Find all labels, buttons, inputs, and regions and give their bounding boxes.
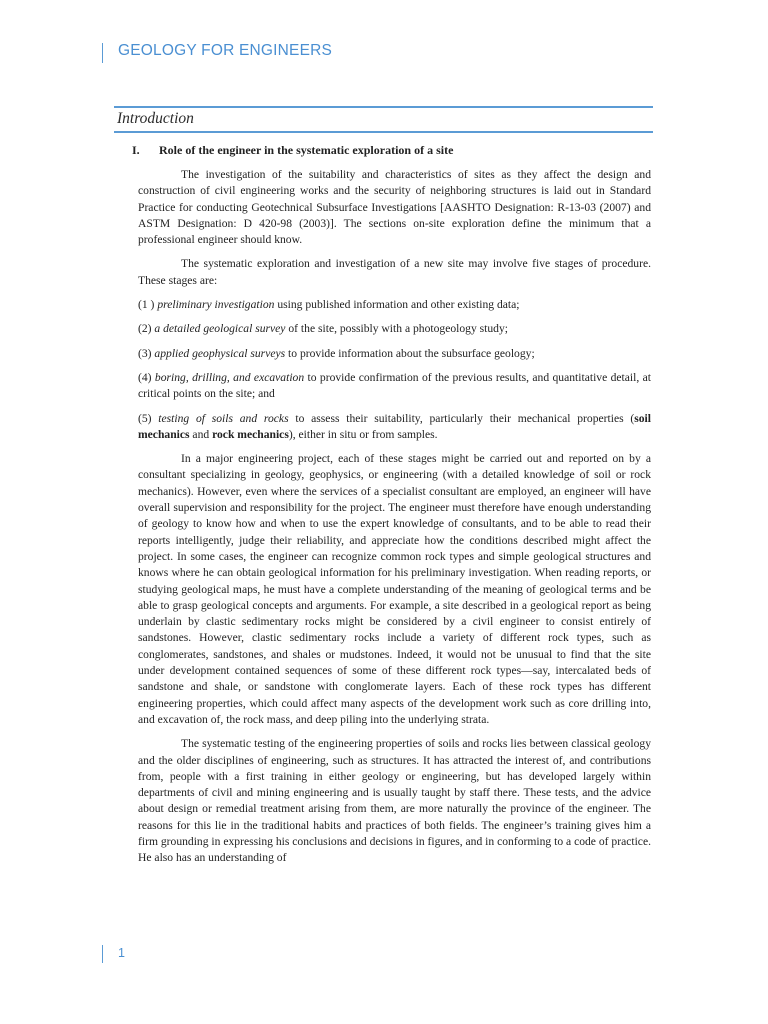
section-title: Introduction (117, 110, 194, 127)
stage-3-term: applied geophysical surveys (154, 346, 286, 360)
section-top-rule (114, 106, 653, 108)
stage-5-end: ), either in situ or from samples. (288, 427, 438, 441)
stage-3 (138, 346, 651, 362)
stage-2 (138, 321, 651, 337)
stage-2-number: (2) (138, 322, 155, 336)
stage-2-term: a detailed geological survey (154, 322, 286, 336)
stage-4-text: to provide confirmation of the previous results, and quantitative detail, at critical points on the site; and (138, 370, 652, 401)
section-bottom-rule (114, 131, 653, 133)
stage-2-text: of the site, possibly with a photogeology study; (285, 322, 508, 336)
rock-mechanics-term: rock mechanics (212, 427, 289, 441)
page-number: 1 (118, 946, 125, 960)
stage-3-text: to provide information about the subsurface geology; (285, 346, 535, 360)
paragraph-3: In a major engineering project, each of these stages might be carried out and reported on by a consultant specializing in geology, geophysics, or engineering (with a detailed knowledge of soil or rock mechanics). However, even where the services of a specialist consultant are employed, an engineer will have overall supervision and responsibility for the project. The engineer must therefore have enough understanding of geology to know how and when to use the expert knowledge of consultants, and to be able to read their reports intelligently, judge their reliability, and appreciate how the conditions described might affect the project. In some cases, the engineer can recognize common rock types and simple geological structures and knows where he can obtain geological information for his preliminary investigation. When reading reports, or studying geological maps, he must have a complete understanding of the meaning of geological terms and be able to grasp geological concepts and arguments. For example, a site described in a geological report as being underlain by clastic sedimentary rocks might be considered by a civil engineer to consist entirely of sandstones. However, clastic sedimentary rocks include a variety of different rock types, such as conglomerates, sandstones, and shales or mudstones. Indeed, it would not be unusual to find that the site under development contained sequences of some of these different rock types—say, intercalated beds of sandstone and shale, or sandstone with conglomerate layers. Each of these rock types has different engineering properties, which could affect many aspects of the development work such as core drilling into, and excavation of, the rock mass, and deep piling into the underlying strata. (138, 452, 651, 726)
paragraph-2: The systematic exploration and investigation of a new site may involve five stages of procedure. These stages are: (138, 257, 651, 287)
stage-4-number: (4) (138, 370, 155, 384)
subsection-heading (132, 143, 453, 158)
heading-number: I. (132, 143, 140, 157)
stage-3-number: (3) (138, 346, 155, 360)
stage-5 (138, 411, 651, 444)
stage-5-number: (5) (138, 411, 159, 425)
stage-1-term: preliminary investigation (157, 298, 275, 312)
stage-5-and: and (189, 427, 213, 441)
footer-accent-bar (102, 945, 103, 963)
paragraph-4: The systematic testing of the engineering properties of soils and rocks lies between classical geology and the older disciplines of engineering, such as structures. It has attracted the interest of, and contributions from, people with a first training in either geology or engineering, but has developed largely within departments of civil and mining engineering and is usually taught by staff there. These tests, and the advice about design or remedial treatment arising from them, are more naturally the province of the engineer. The reasons for this lie in the traditional habits and practices of both fields. The engineer’s training gives him a firm grounding in expressing his conclusions and decisions in figures, and in conforming to a code of practice. He also has an understanding of (138, 737, 651, 865)
heading-text: Role of the engineer in the systematic exploration of a site (159, 143, 454, 157)
header-accent-bar (102, 43, 103, 63)
stage-1 (138, 297, 651, 313)
soil-mechanics-term: soil mechanics (138, 411, 651, 441)
stage-4 (138, 370, 651, 403)
stage-5-term: testing of soils and rocks (158, 411, 289, 425)
paragraph-1: The investigation of the suitability and characteristics of sites as they affect the design and construction of civil engineering works and the security of neighboring structures is laid out in Standard Practice for conducting Geotechnical Subsurface Investigations [AASHTO Designation: R-13-03 (2007) and ASTM Designation: D 420-98 (2003)]. The sections on-site exploration define the minimum that a professional engineer should know. (138, 168, 651, 247)
stage-1-text: using published information and other existing data; (274, 298, 520, 312)
stage-1-number: (1 ) (138, 298, 158, 312)
stage-4-term: boring, drilling, and excavation (154, 370, 305, 384)
body-text (138, 167, 651, 875)
stage-5-text: to assess their suitability, particularly their mechanical properties ( (288, 411, 635, 425)
running-header-title: GEOLOGY FOR ENGINEERS (118, 42, 333, 59)
